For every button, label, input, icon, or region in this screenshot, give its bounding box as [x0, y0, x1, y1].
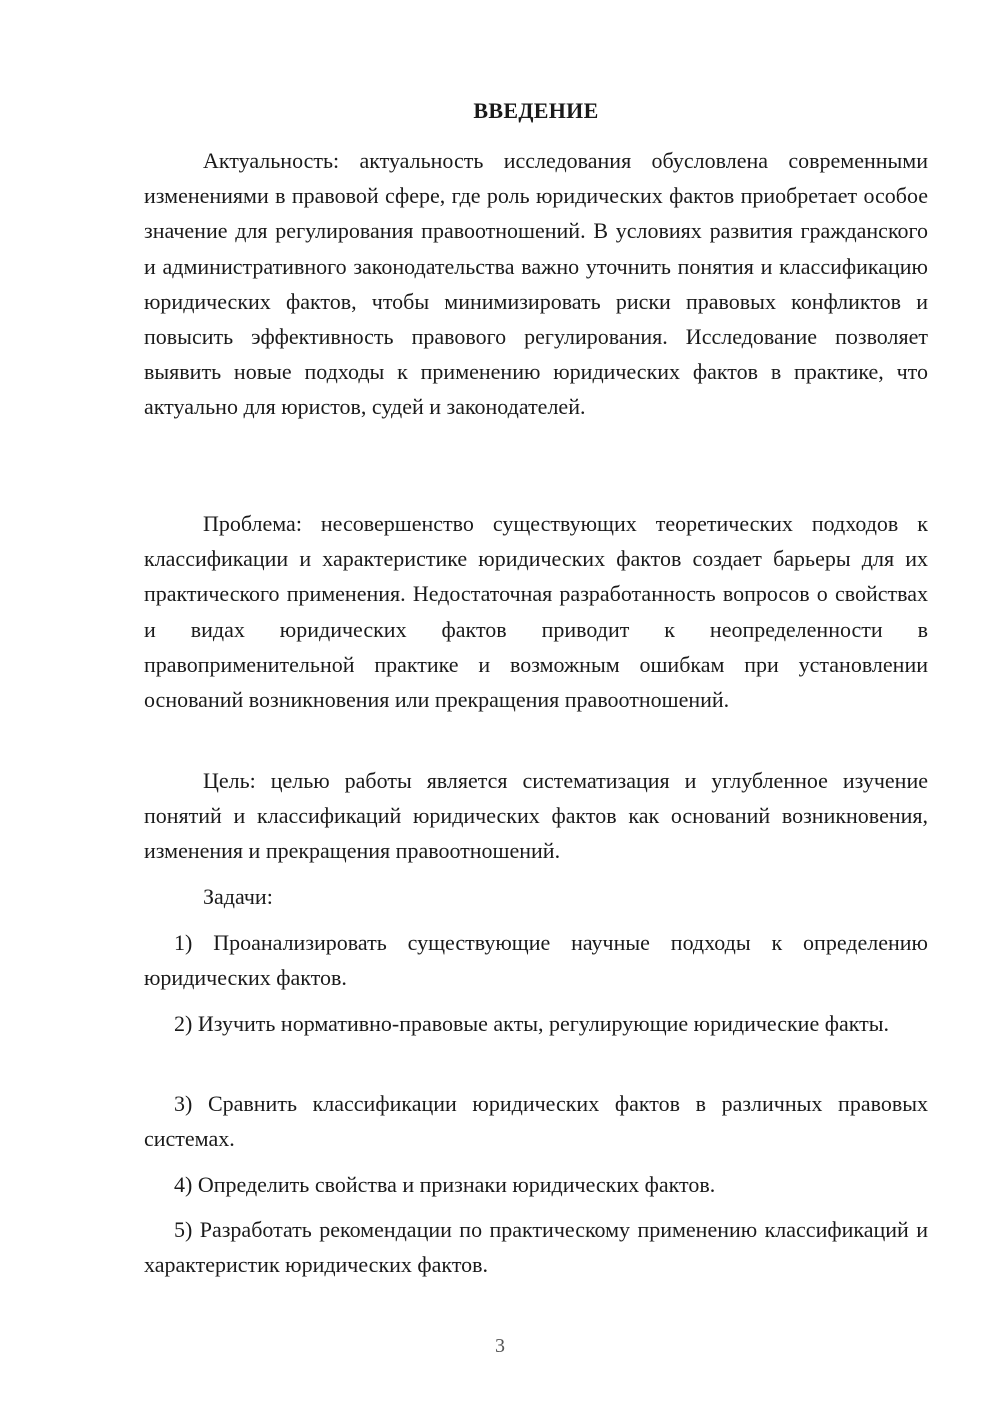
paragraph-goal: Цель: целью работы является систематизация и углубленное изучение понятий и классификаций юридических фактов как оснований возникновения, изменения и прекращения правоотношений. [144, 768, 928, 864]
task-item: 1) Проанализировать существующие научные подходы к определению юридических фактов. [144, 930, 928, 991]
task-item: 5) Разработать рекомендации по практическому применению классификаций и характеристик юридических фактов. [144, 1217, 928, 1278]
paragraph-relevance: Актуальность: актуальность исследования обусловлена современными изменениями в правовой сфере, где роль юридических фактов приобретает особое значение для регулирования правоотношений. В условиях развития гражданского и административного законодательства важно уточнить понятия и классификацию юридических фактов, чтобы минимизировать риски правовых конфликтов и повысить эффективность правового регулирования. Исследование позволяет выявить новые подходы к применению юридических фактов в практике, что актуально для юристов, судей и законодателей. [144, 148, 928, 420]
page-number: 3 [495, 1335, 505, 1357]
task-item: 3) Сравнить классификации юридических фактов в различных правовых системах. [144, 1091, 928, 1152]
tasks-label: Задачи: [203, 884, 273, 909]
section-heading: ВВЕДЕНИЕ [473, 98, 599, 123]
task-item: 4) Определить свойства и признаки юридических фактов. [174, 1172, 716, 1197]
paragraph-problem: Проблема: несовершенство существующих теоретических подходов к классификации и характеристике юридических фактов создает барьеры для их практического применения. Недостаточная разработанность вопросов о свойствах и видах юридических фактов приводит к неопределенности в правоприменительной практике и возможным ошибкам при установлении оснований возникновения или прекращения правоотношений. [144, 511, 928, 713]
task-item: 2) Изучить нормативно-правовые акты, регулирующие юридические факты. [174, 1011, 890, 1036]
